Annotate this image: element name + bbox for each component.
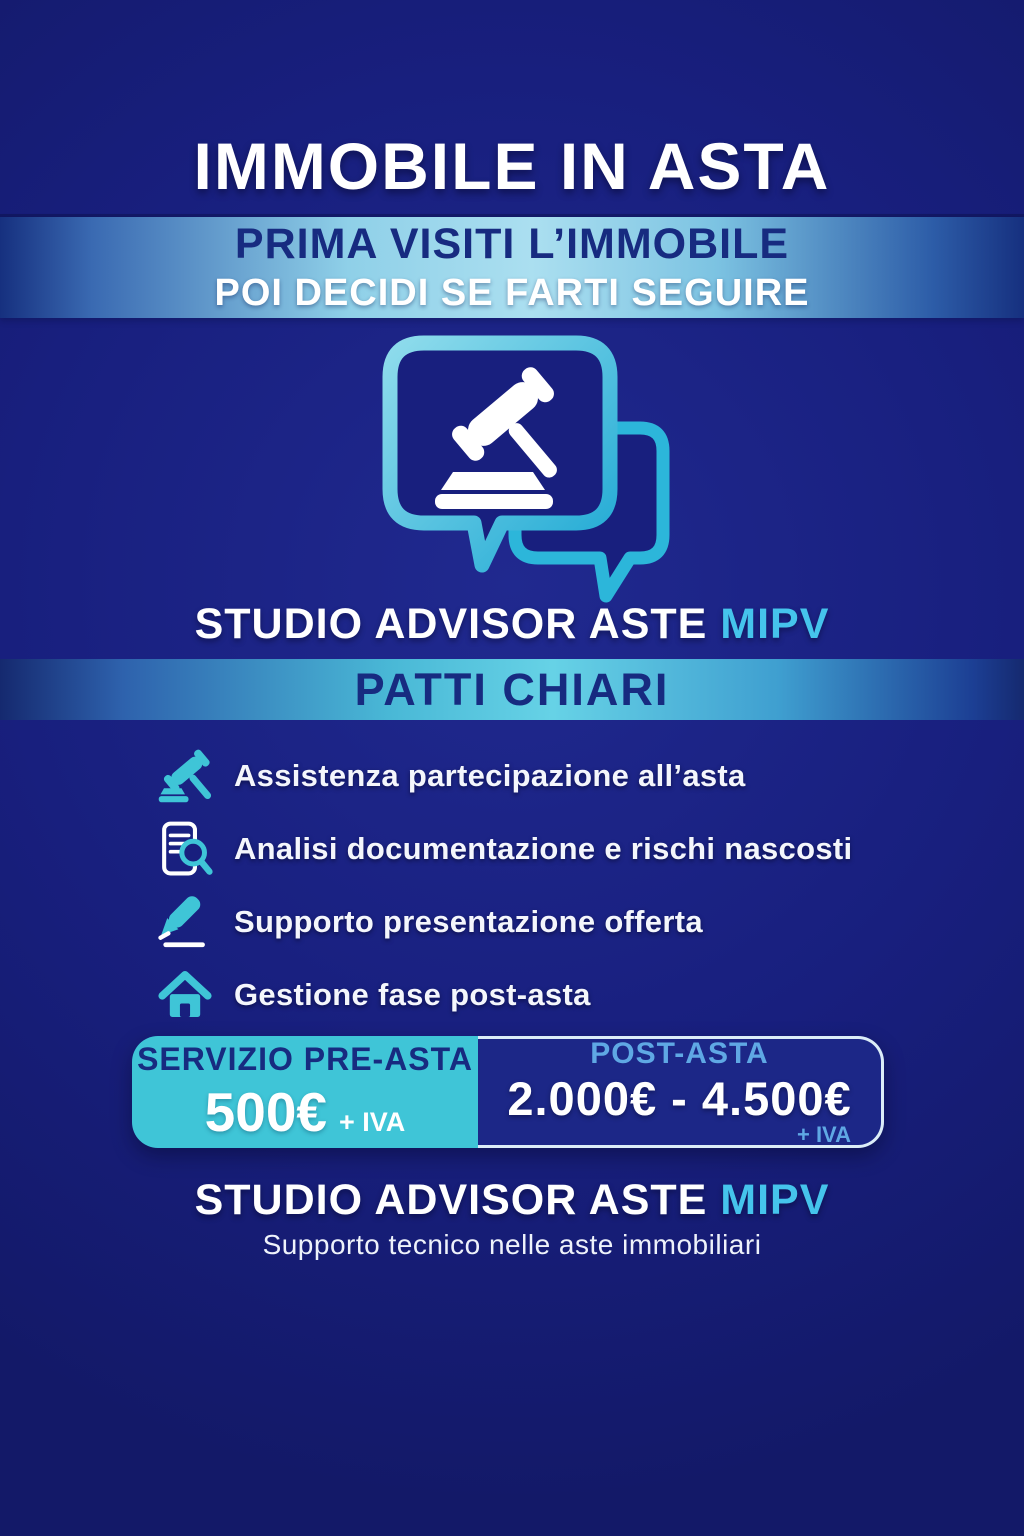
services-list	[156, 739, 896, 1031]
section-banner-label: PATTI CHIARI	[354, 663, 670, 715]
pen-icon	[156, 893, 214, 951]
list-item	[156, 885, 896, 958]
post-asta-price: 2.000€ - 4.500€	[507, 1071, 852, 1125]
house-icon	[156, 966, 214, 1024]
footer-tagline: Supporto tecnico nelle aste immobiliari	[262, 1229, 762, 1260]
list-item	[156, 812, 896, 885]
document-search-icon	[156, 820, 214, 878]
pre-asta-price-box	[132, 1036, 478, 1148]
post-asta-label: POST-ASTA	[590, 1036, 769, 1070]
service-label: Gestione fase post-asta	[234, 976, 591, 1012]
brand-suffix: MIPV	[720, 600, 830, 648]
brand-name: STUDIO ADVISOR ASTE	[194, 600, 708, 648]
service-label: Assistenza partecipazione all’asta	[234, 757, 746, 793]
service-label: Supporto presentazione offerta	[234, 903, 703, 939]
banner-line-1: PRIMA VISITI L’IMMOBILE	[234, 220, 790, 268]
footer-brand-line	[0, 1176, 1024, 1225]
list-item	[156, 739, 896, 812]
post-asta-vat: + IVA	[796, 1121, 851, 1147]
pricing-section	[132, 1036, 884, 1148]
banner-line-2: POI DECIDI SE FARTI SEGUIRE	[214, 272, 810, 314]
pre-asta-label: SERVIZIO PRE-ASTA	[137, 1040, 473, 1077]
list-item	[156, 958, 896, 1031]
footer-brand-name: STUDIO ADVISOR ASTE	[194, 1176, 708, 1224]
section-banner	[0, 659, 1024, 720]
auction-chat-bubbles-icon	[378, 334, 688, 614]
header-banner	[0, 217, 1024, 318]
service-label: Analisi documentazione e rischi nascosti	[234, 830, 853, 866]
pre-asta-vat: + IVA	[339, 1106, 406, 1137]
gavel-icon	[156, 747, 214, 805]
footer-brand-suffix: MIPV	[720, 1176, 830, 1224]
brand-line	[0, 600, 1024, 649]
page-title: IMMOBILE IN ASTA	[193, 129, 831, 203]
post-asta-price-box	[478, 1036, 884, 1148]
pre-asta-price: 500€	[204, 1080, 328, 1143]
